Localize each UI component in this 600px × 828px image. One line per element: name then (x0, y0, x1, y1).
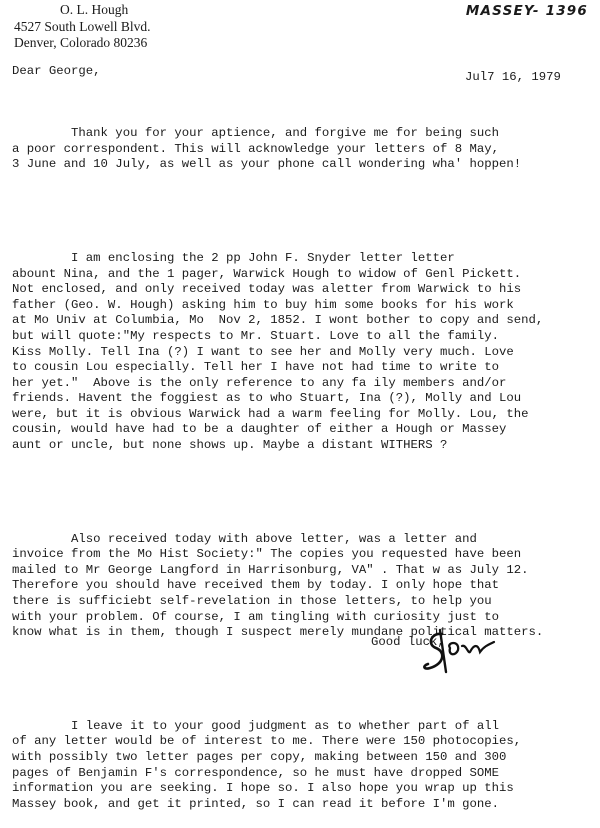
archive-reference: MASSEY- 1396 (465, 3, 588, 19)
paragraph-4: I leave it to your good judgment as to whether part of all of any letter would be of interest to me. There were 150 photocopies, with possibly two letter pages per copy, making between 150 and 300 pages of Benjamin F's correspondence, so he must have dropped SOME information you are seeking. I hope so. I also hope you wrap up this Massey book, and get it printed, so I can read it before I'm gone. (12, 718, 522, 811)
closing: Good luck, (371, 635, 445, 649)
paragraph-1: Thank you for your aptience, and forgive me for being such a poor correspondent. This will acknowledge your letters of 8 May, 3 June and 10 July, as well as your phone call wondering wha' hoppen! (12, 126, 522, 172)
paragraph-2: I am enclosing the 2 pp John F. Snyder letter letter abount Nina, and the 1 pager, Warwick Hough to widow of Genl Pickett. Not enclosed, and only received today was aletter from Warwick to his father (Geo. W. Hough) asking him to buy him some books for his work at Mo Univ at Columbia, Mo Nov 2, 1852. I wont bother to copy and send, but will quote:"My respects to Mr. Stuart. Love to all the family. Kiss Molly. Tell Ina (?) I want to see her and Molly very much. Love to cousin Lou especially. Tell her I have not had time to write to her yet." Above is the only reference to any fa ily members and/or friends. Havent the foggiest as to who Stuart, Ina (?), Molly and Lou were, but it is obvious Warwick had a warm feeling for Molly. Lou, the cousin, would have had to be a daughter of either a Hough or Massey aunt or uncle, but none shows up. Maybe a distant WITHERS ? (12, 250, 544, 453)
letterhead (14, 2, 244, 52)
letterhead-city: Denver, Colorado 80236 (14, 35, 148, 50)
letterhead-street: 4527 South Lowell Blvd. (14, 18, 151, 34)
letterhead-name: O. L. Hough (60, 2, 129, 17)
letter-date: Jul7 16, 1979 (465, 70, 561, 84)
salutation: Dear George, (12, 64, 101, 78)
letter-body (12, 95, 543, 828)
paragraph-3: Also received today with above letter, was a letter and invoice from the Mo Hist Society:" The copies you requested have been mailed to Mr George Langford in Harrisonburg, VA" . That w as July 12. Therefore you should have received them by today. I only hope that there is sufficiebt self-revelation in those letters, to help you with your problem. Of course, I am tingling with curiosity just to know what is in them, though I suspect merely mundane political matters. (12, 531, 544, 640)
handwritten-signature (420, 622, 510, 674)
